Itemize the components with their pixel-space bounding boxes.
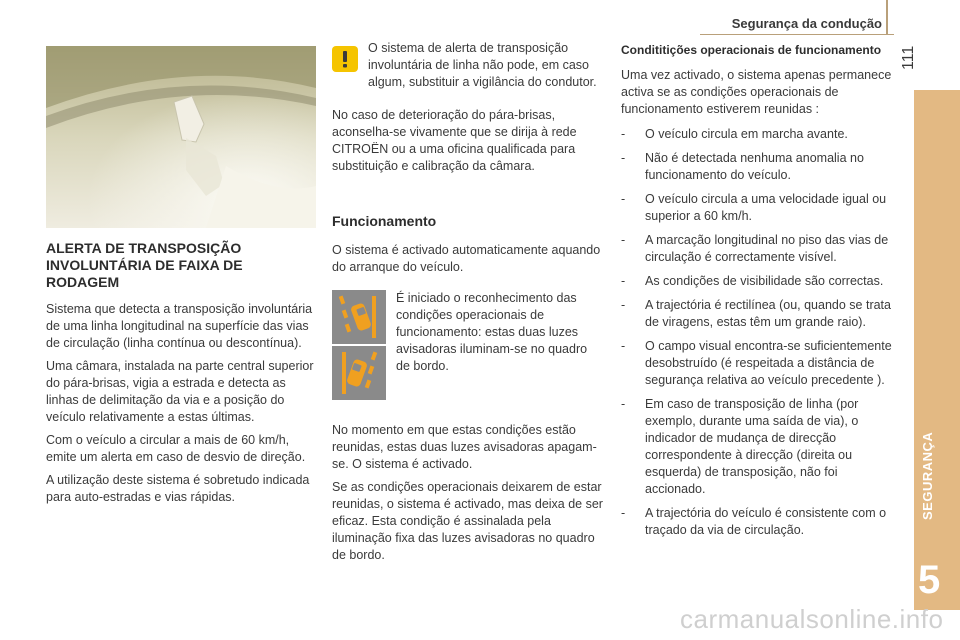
list-item: - Não é detectada nenhuma anomalia no funcionamento do veículo. [621,151,864,182]
column-conditions [621,44,893,546]
list-item: - O veículo circula em marcha avante. [621,127,848,141]
paragraph: No momento em que estas condições estão reunidas, estas duas luzes avisadoras apagam-se. O sistema é activado. [332,423,597,471]
bullet-marker: - [621,397,626,411]
indicator-note [332,290,604,404]
bullet-marker: - [621,233,626,247]
paragraph: No caso de deterioração do pára-brisas, aconselha-se vivamente que se dirija à rede CITROËN ou a uma oficina qualificada para substituição e calibração da câmara. [332,108,577,173]
conditions-heading: Condititições operacionais de funcionamento [621,43,882,57]
indicator-text: É iniciado o reconhecimento das condições operacionais de funcionamento: estas duas luzes avisadoras iluminam-se no quadro de bordo. [396,291,588,373]
subsection-heading: Funcionamento [332,213,437,229]
lane-departure-warning-icon [332,346,386,400]
page-number: 111 [900,45,917,70]
chapter-number: 5 [918,558,941,602]
paragraph: A utilização deste sistema é sobretudo indicada para auto-estradas e vias rápidas. [46,473,310,504]
exclamation-warning-icon [332,46,358,72]
paragraph: Se as condições operacionais deixarem de estar reunidas, o sistema é activado, mas deixa de ser eficaz. Esta condição é assinalada pela iluminação fixa das luzes avisadoras no quadro de bordo. [332,480,603,562]
list-item: - A trajectória é rectilínea (ou, quando se trata de viragens, estas têm um grande raio). [621,298,891,329]
header-rule [700,34,894,35]
windscreen-photo-illustration [46,46,316,228]
bullet-marker: - [621,151,626,165]
paragraph: Sistema que detecta a transposição involuntária de uma linha longitudinal na superfície das vias de circulação (linha contínua ou descontínua). [46,302,313,350]
paragraph: Uma câmara, instalada na parte central superior do pára-brisas, vigia a estrada e detecta as linhas de delimitação da via e a posição do veículo relativamente a estas últimas. [46,359,314,424]
chapter-tab [914,90,960,610]
paragraph: O sistema é activado automaticamente aquando do arranque do veículo. [332,243,601,274]
column-operation [332,40,604,570]
windscreen-camera-photo [46,46,316,228]
bullet-marker: - [621,274,626,288]
header-accent-line [886,0,888,34]
column-intro [46,240,314,512]
list-item: - A trajectória do veículo é consistente com o traçado da via de circulação. [621,506,887,537]
header-title: Segurança da condução [731,16,882,31]
list-item: - Em caso de transposição de linha (por exemplo, durante uma saída de via), o indicador de mudança de direcção correspondente à direcção (direita ou esquerda) de transposição, não foi accionado. [621,397,859,496]
list-item: - A marcação longitudinal no piso das vias de circulação é correctamente visível. [621,233,889,264]
section-heading: ALERTA DE TRANSPOSIÇÃO INVOLUNTÁRIA DE FAIXA DE RODAGEM [46,240,243,290]
paragraph: Uma vez activado, o sistema apenas permanece activa se as condições operacionais de funcionamento estiverem reunidas : [621,68,892,116]
conditions-list [621,126,893,539]
lane-departure-warning-icon [332,290,386,344]
bullet-marker: - [621,339,626,353]
warning-text: O sistema de alerta de transposição involuntária de linha não pode, em caso algum, substituir a vigilância do condutor. [368,41,597,89]
chapter-tab-label: SEGURANÇA [920,431,935,520]
bullet-marker: - [621,127,626,141]
list-item: - As condições de visibilidade são correctas. [621,274,884,288]
watermark: carmanualsonline.info [680,604,944,634]
list-item: - O campo visual encontra-se suficientemente desobstruído (é respeitada a distância de segurança relativa ao veículo precedente ). [621,339,892,387]
bullet-marker: - [621,506,626,520]
warning-note [332,40,604,91]
bullet-marker: - [621,192,626,206]
list-item: - O veículo circula a uma velocidade igual ou superior a 60 km/h. [621,192,887,223]
indicator-icons [332,290,386,402]
paragraph: Com o veículo a circular a mais de 60 km/h, emite um alerta em caso de desvio de direção. [46,433,306,464]
bullet-marker: - [621,298,626,312]
